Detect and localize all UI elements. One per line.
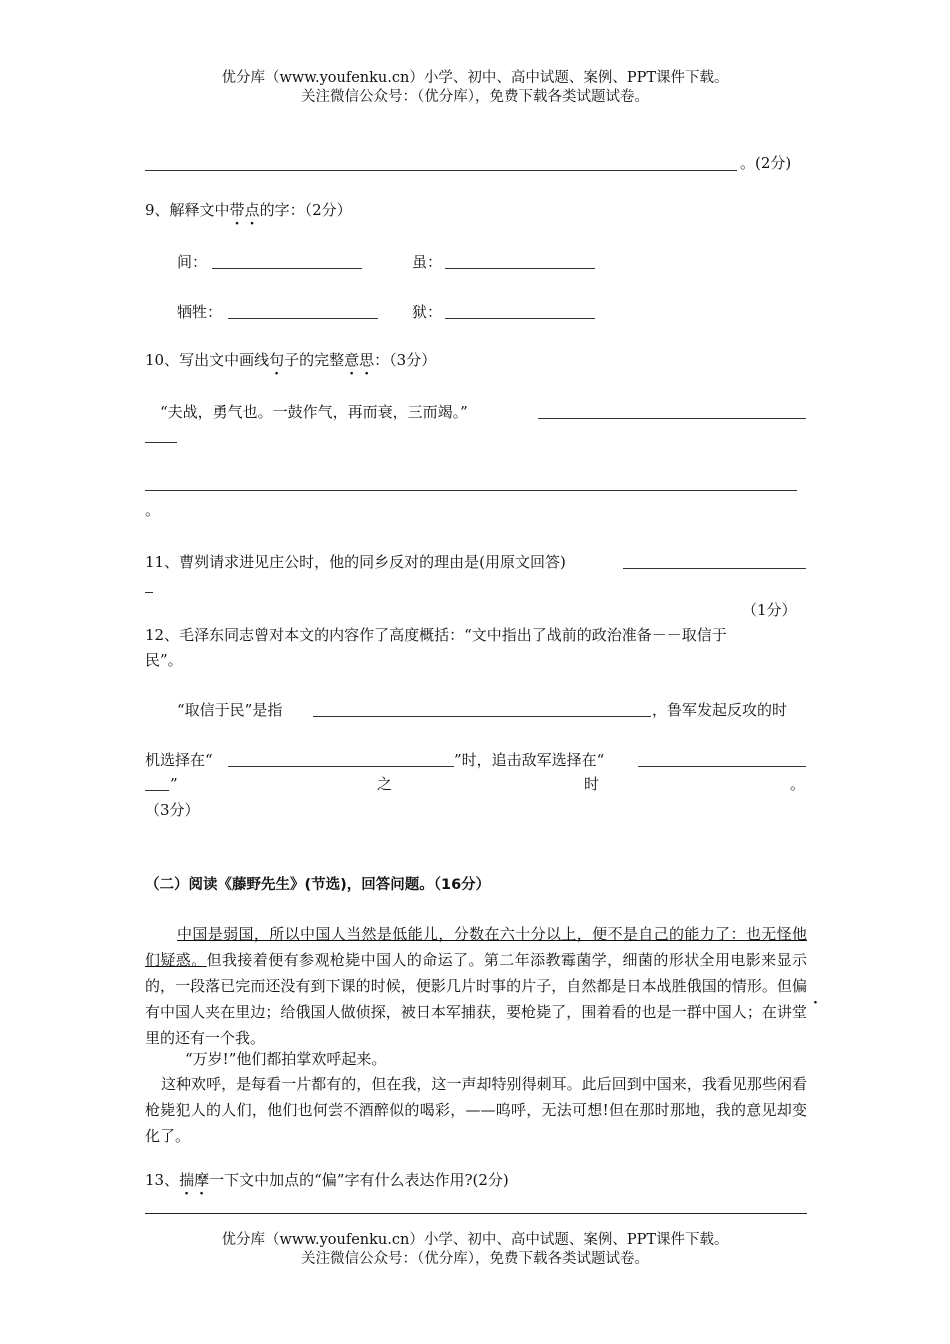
answer-line[interactable] <box>145 442 177 443</box>
answer-line[interactable] <box>212 268 362 269</box>
answer-line[interactable] <box>638 766 806 767</box>
question-number: 9、 <box>145 201 170 219</box>
q12-line-c-zhi: 之 <box>377 775 393 793</box>
passage-paragraph-2: “万岁!”他们都拍掌欢呼起来。 <box>185 1050 387 1068</box>
question-11: 11、曹刿请求进见庄公时，他的同乡反对的理由是(用原文回答) <box>145 553 566 571</box>
header-line-1: 优分库（www.youfenku.cn）小学、初中、高中试题、案例、PPT课件下载。 <box>221 70 729 86</box>
question-text: ：（3分） <box>374 351 437 369</box>
question-12-cont: 民”。 <box>145 651 183 669</box>
q10-quote: “夫战，勇气也。一鼓作气，再而衰，三而竭。” <box>160 403 468 421</box>
underlined-sentence-cont: 也无怪他们疑惑。 <box>145 925 807 969</box>
passage-text: 有中国人夹在里边；给俄国人做侦探，被日本军捕获，要枪毙了，围着看的也是一群中国人；在讲堂里的还有一个我。 <box>145 1003 807 1047</box>
question-text: 的字：（2分） <box>259 201 352 219</box>
answer-line[interactable] <box>538 418 806 419</box>
answer-line[interactable] <box>228 766 454 767</box>
score-text: 。(2分) <box>740 154 792 172</box>
dotted-char: 偏 <box>791 977 807 995</box>
q12-line-a-pre: “取信于民”是指 <box>177 701 283 719</box>
q12-line-a-post: ，鲁军发起反攻的时 <box>652 701 788 719</box>
answer-line[interactable] <box>623 568 806 569</box>
answer-line[interactable] <box>445 268 595 269</box>
q9-label-xisheng: 牺牲： <box>177 303 223 321</box>
footer-line-2: 关注微信公众号：（优分库），免费下载各类试题试卷。 <box>301 1251 649 1267</box>
question-text: 解释文中 <box>169 201 230 219</box>
dotted-char: 带 <box>229 201 245 219</box>
passage-paragraph-1 <box>145 921 807 1051</box>
answer-line[interactable] <box>313 716 651 717</box>
question-10 <box>145 350 436 370</box>
q12-score: （3分） <box>145 801 200 819</box>
q12-line-b-mid: ”时，追击敌军选择在“ <box>454 751 605 769</box>
q9-label-yu: 狱： <box>412 303 443 321</box>
header-line-2: 关注微信公众号：（优分库），免费下载各类试题试卷。 <box>301 89 649 105</box>
answer-line[interactable] <box>145 170 737 171</box>
q9-label-jian: 间： <box>177 253 208 271</box>
question-number: 10、 <box>145 351 180 369</box>
footer-line-1: 优分库（www.youfenku.cn）小学、初中、高中试题、案例、PPT课件下载。 <box>221 1232 729 1248</box>
dotted-char: 揣 <box>179 1171 195 1189</box>
answer-line[interactable] <box>145 790 169 791</box>
question-13 <box>145 1170 509 1190</box>
q12-line-c-end: 。 <box>790 775 806 793</box>
q12-line-b-pre: 机选择在“ <box>145 751 213 769</box>
question-text: 一下文中加点的“偏”字有什么表达作用?(2分) <box>209 1171 509 1189</box>
underlined-sentence: 中国是弱国，所以中国人当然是低能儿，分数在六十分以上，便不是自己的能力了： <box>177 925 746 943</box>
q11-score: （1分） <box>742 601 797 619</box>
dotted-char: 思 <box>359 351 375 369</box>
question-12: 12、毛泽东同志曾对本文的内容作了高度概括：“文中指出了战前的政治准备－－取信于 <box>145 626 727 644</box>
q12-line-c-shi: 时 <box>584 775 600 793</box>
answer-line[interactable] <box>145 592 153 593</box>
answer-line[interactable] <box>228 318 378 319</box>
question-9 <box>145 200 352 220</box>
answer-line[interactable] <box>445 318 595 319</box>
passage-text: 但我接着便有参观枪毙中国人的命运了。第二年添教霉菌学，细菌的形状全用电影来显示的，一段落已完而还没有到下课的时候，便影几片时事的片子，自然都是日本战胜俄国的情形。但 <box>145 951 807 995</box>
footer-divider <box>145 1213 807 1214</box>
q12-line-c-quote: ” <box>170 775 178 793</box>
q10-end: 。 <box>145 501 161 519</box>
question-text: 写出文中画线 <box>179 351 270 369</box>
q9-label-sui: 虽： <box>412 253 443 271</box>
dotted-char: 点 <box>244 201 260 219</box>
dotted-char: 句 <box>269 351 285 369</box>
passage-paragraph-3: 这种欢呼，是每看一片都有的，但在我，这一声却特别得刺耳。此后回到中国来，我看见那些闲看枪毙犯人的人们，他们也何尝不酒醉似的喝彩，——呜呼，无法可想!但在那时那地，我的意见却变化了。 <box>145 1075 807 1145</box>
answer-line[interactable] <box>145 490 797 491</box>
question-number: 13、 <box>145 1171 180 1189</box>
section-title: （二）阅读《藤野先生》(节选)，回答问题。（16分） <box>145 877 491 893</box>
dotted-char: 摩 <box>194 1171 210 1189</box>
question-text: 子的完整 <box>284 351 345 369</box>
dotted-char: 意 <box>344 351 360 369</box>
